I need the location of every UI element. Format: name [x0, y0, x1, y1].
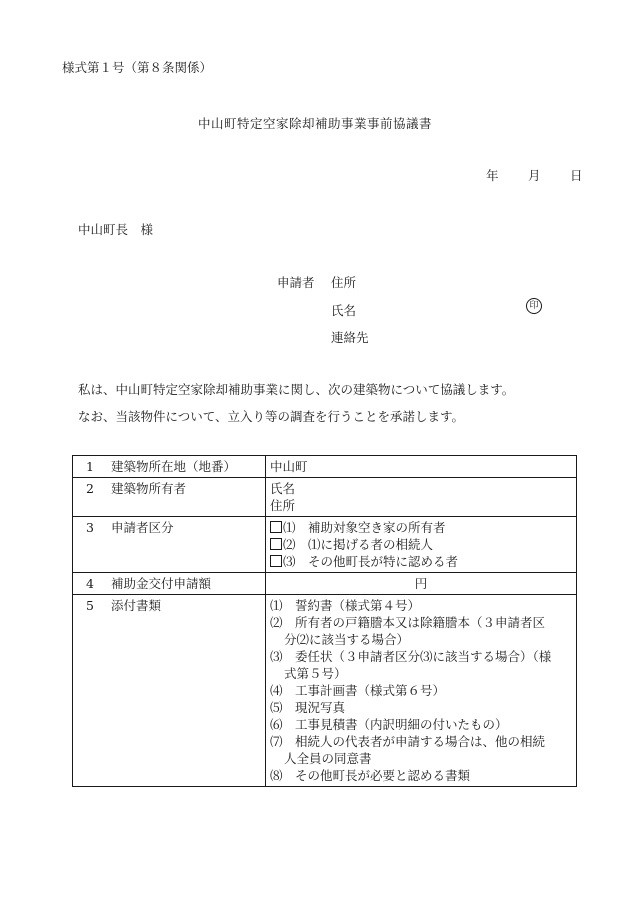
application-table — [72, 455, 577, 787]
form-number: 様式第１号（第８条関係） — [62, 60, 213, 75]
category-option-label: ⑶ その他町長が特に認める者 — [283, 554, 459, 569]
document-title: 中山町特定空家除却補助事業事前協議書 — [197, 116, 432, 131]
table-row — [73, 595, 577, 787]
checkbox-2[interactable] — [270, 538, 282, 550]
amount-cell[interactable] — [266, 573, 577, 595]
owner-cell — [266, 478, 577, 517]
attachment-item-continued: 式第５号） — [284, 666, 347, 681]
attachment-item: ⑻ その他町長が必要と認める書類 — [270, 768, 471, 783]
row-number: 2 — [73, 478, 108, 517]
seal-mark: 印 — [526, 298, 542, 314]
category-option-label: ⑴ 補助対象空き家の所有者 — [283, 520, 446, 535]
owner-address-label: 住所 — [270, 498, 296, 513]
attachment-item: ⑸ 現況写真 — [270, 700, 346, 715]
row-number: 5 — [73, 595, 108, 787]
date-month: 月 — [528, 168, 541, 183]
row-number: 3 — [73, 517, 108, 573]
attachment-item: ⑵ 所有者の戸籍謄本又は除籍謄本（３申請者区 — [270, 615, 546, 630]
applicant-category-cell — [266, 517, 577, 573]
location-value: 中山町 — [266, 456, 577, 478]
applicant-contact-label: 連絡先 — [331, 330, 369, 345]
attachment-item-continued: 人全員の同意書 — [284, 751, 372, 766]
yen-unit: 円 — [414, 576, 428, 591]
date-year: 年 — [486, 168, 499, 183]
date-day: 日 — [570, 168, 583, 183]
applicant-label: 申請者 — [277, 275, 315, 290]
category-option-1[interactable] — [270, 519, 572, 536]
attachment-item-continued: 分⑵に該当する場合） — [284, 632, 410, 647]
attachment-item: ⑹ 工事見積書（内訳明細の付いたもの） — [270, 717, 508, 732]
table-row — [73, 456, 577, 478]
row-number: 1 — [73, 456, 108, 478]
attachment-item: ⑴ 誓約書（様式第４号） — [270, 598, 421, 613]
applicant-name-label: 氏名 — [331, 303, 357, 318]
checkbox-1[interactable] — [270, 521, 282, 533]
table-row — [73, 573, 577, 595]
row-item-label: 建築物所在地（地番） — [107, 456, 266, 478]
body-text-line-2: なお、当該物件について、立入り等の調査を行うことを承諾します。 — [78, 409, 465, 424]
row-item-label: 建築物所有者 — [107, 478, 266, 517]
checkbox-3[interactable] — [270, 555, 282, 567]
category-option-label: ⑵ ⑴に掲げる者の相続人 — [283, 537, 434, 552]
attachment-item: ⑶ 委任状（３申請者区分⑶に該当する場合）（様 — [270, 649, 552, 664]
row-item-label: 申請者区分 — [107, 517, 266, 573]
addressee: 中山町長 様 — [78, 222, 154, 237]
applicant-address-label: 住所 — [331, 275, 357, 290]
row-item-label: 補助金交付申請額 — [107, 573, 266, 595]
category-option-2[interactable] — [270, 536, 572, 553]
owner-name-label: 氏名 — [270, 481, 296, 496]
row-item-label: 添付書類 — [107, 595, 266, 787]
table-row — [73, 517, 577, 573]
attachments-cell — [266, 595, 577, 787]
attachment-item: ⑷ 工事計画書（様式第６号） — [270, 683, 446, 698]
table-row — [73, 478, 577, 517]
row-number: 4 — [73, 573, 108, 595]
attachment-item: ⑺ 相続人の代表者が申請する場合は、他の相続 — [270, 734, 546, 749]
category-option-3[interactable] — [270, 553, 572, 570]
body-text-line-1: 私は、中山町特定空家除却補助事業に関し、次の建築物について協議します。 — [78, 382, 515, 397]
